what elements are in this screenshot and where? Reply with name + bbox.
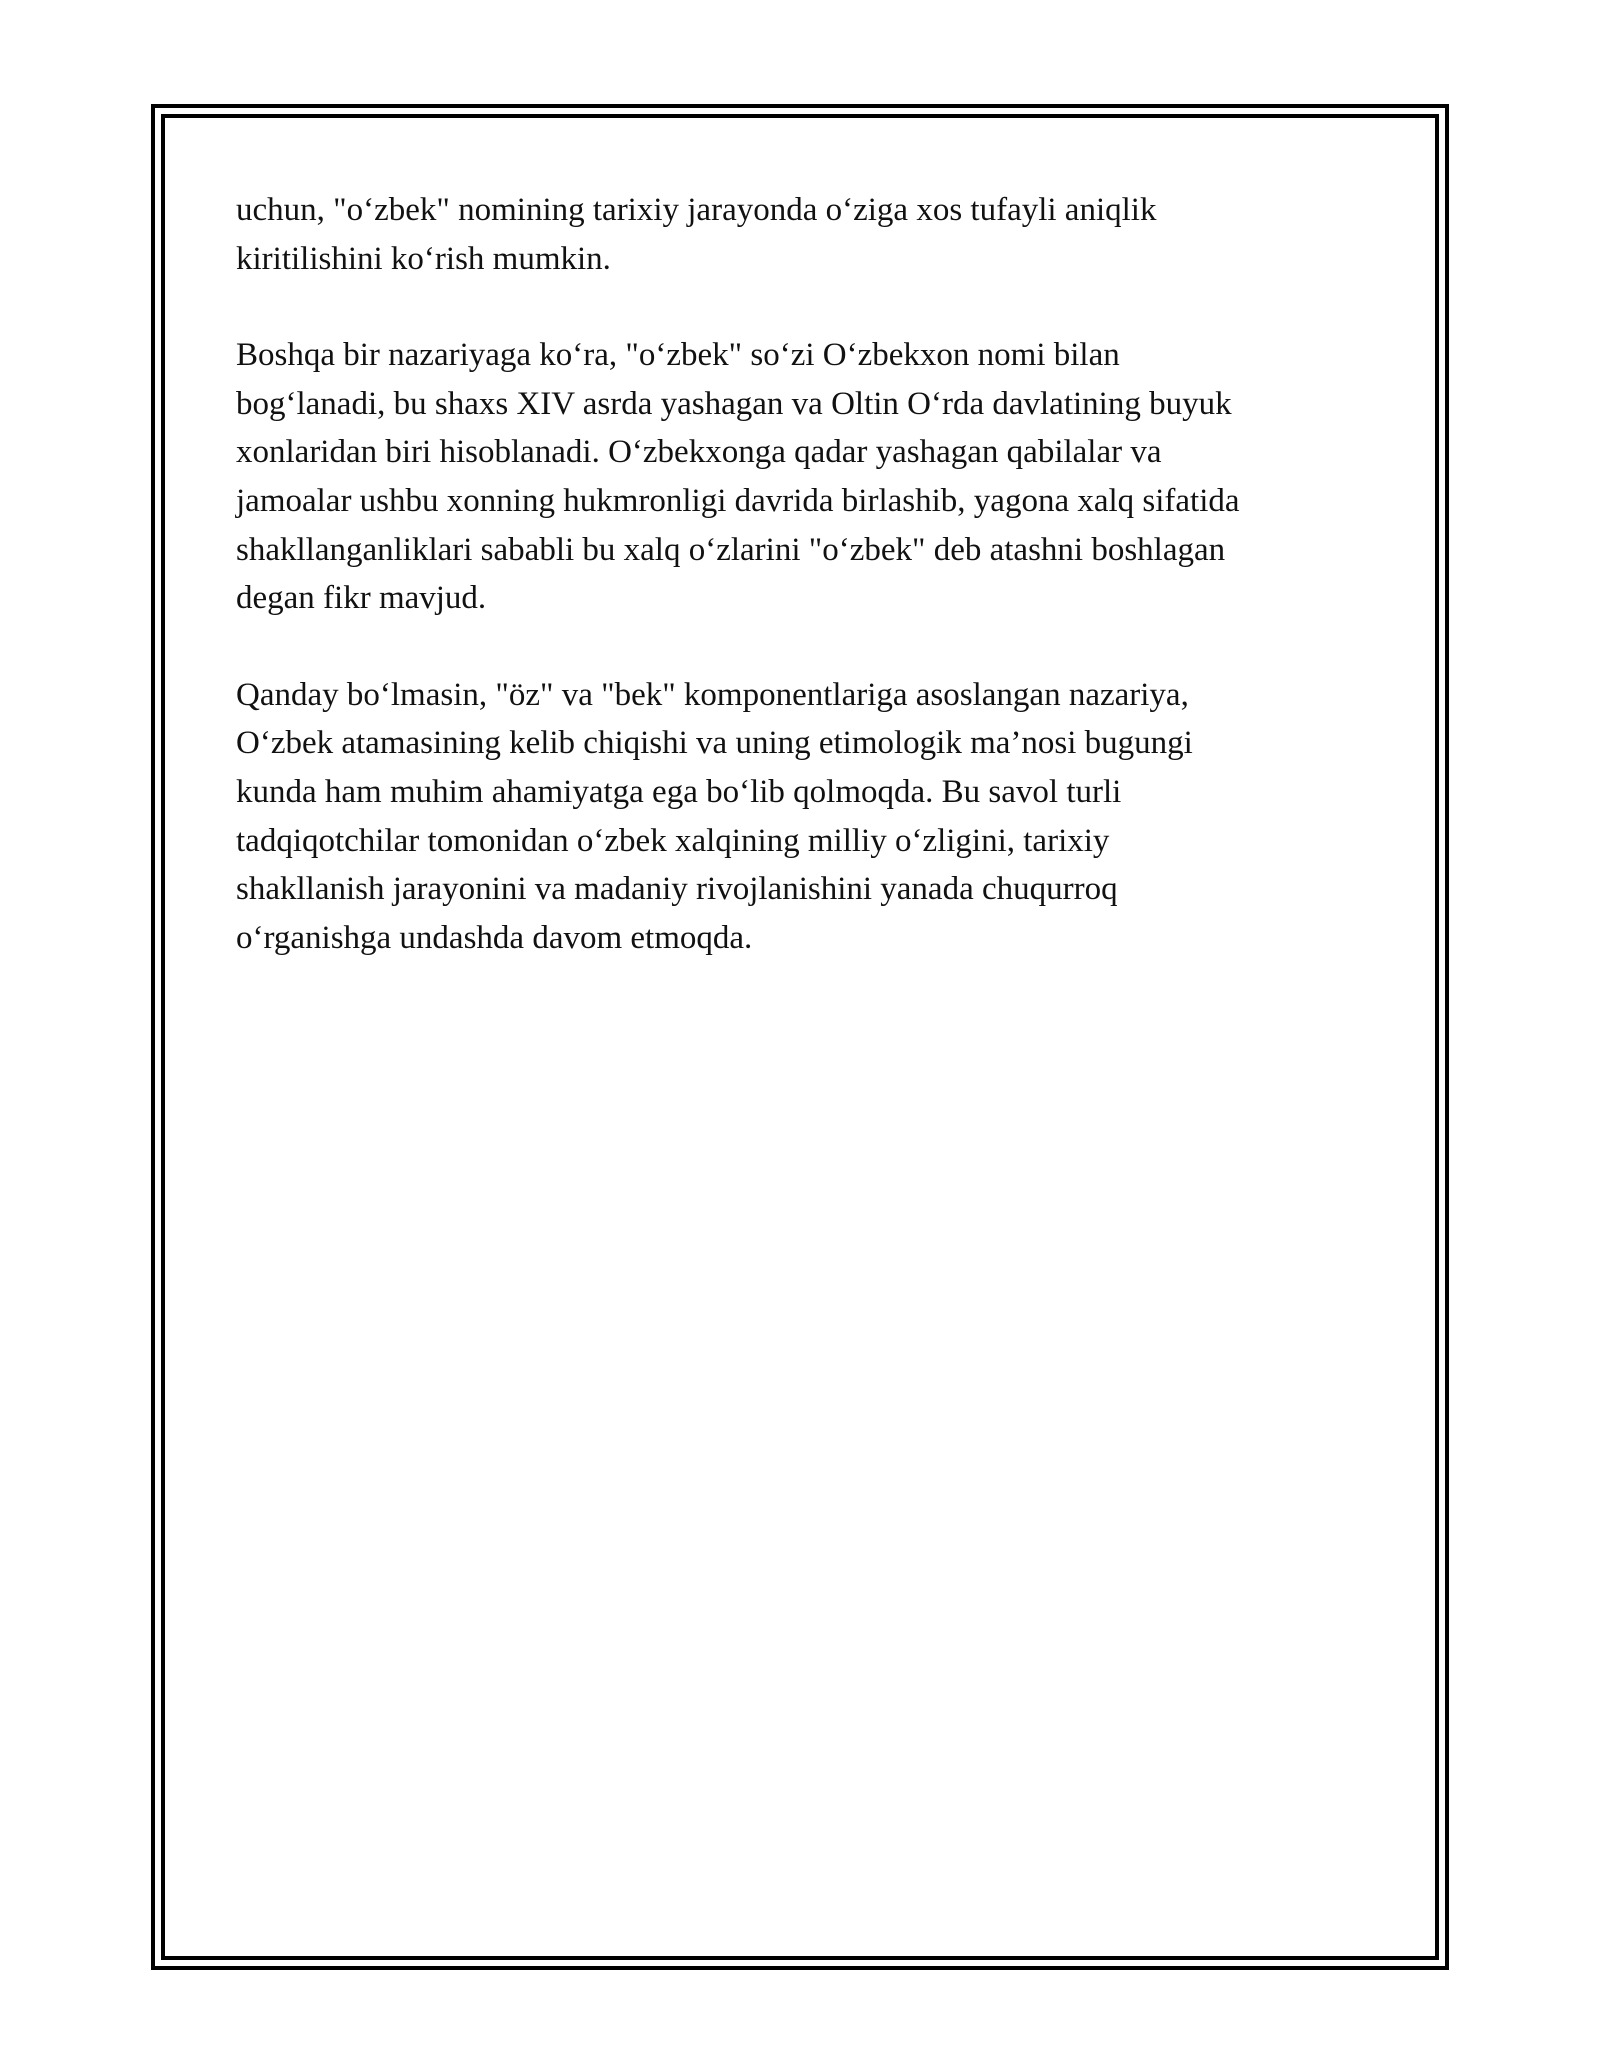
document-body	[236, 186, 1366, 1010]
paragraph-3: Qanday bo‘lmasin, "öz" va "bek" komponentlariga asoslangan nazariya, O‘zbek atamasining kelib chiqishi va uning etimologik ma’nosi bugungi kunda ham muhim ahamiyatga ega bo‘lib qolmoqda. Bu savol turli tadqiqotchilar tomonidan o‘zbek xalqining milliy o‘zligini, tarixiy shakllanish jarayonini va madaniy rivojlanishini yanada chuqurroq o‘rganishga undashda davom etmoqda.	[236, 676, 1193, 956]
paragraph-2: Boshqa bir nazariyaga ko‘ra, "o‘zbek" so‘zi O‘zbekxon nomi bilan bog‘lanadi, bu shaxs XIV asrda yashagan va Oltin O‘rda davlatining buyuk xonlaridan biri hisoblanadi. O‘zbekxonga qadar yashagan qabilalar va jamoalar ushbu xonning hukmronligi davrida birlashib, yagona xalq sifatida shakllanganliklari sababli bu xalq o‘zlarini "o‘zbek" deb atashni boshlagan degan fikr mavjud.	[236, 337, 1240, 617]
paragraph-1: uchun, "o‘zbek" nomining tarixiy jarayonda o‘ziga xos tufayli aniqlik kiritilishini ko‘rish mumkin.	[236, 192, 1157, 277]
